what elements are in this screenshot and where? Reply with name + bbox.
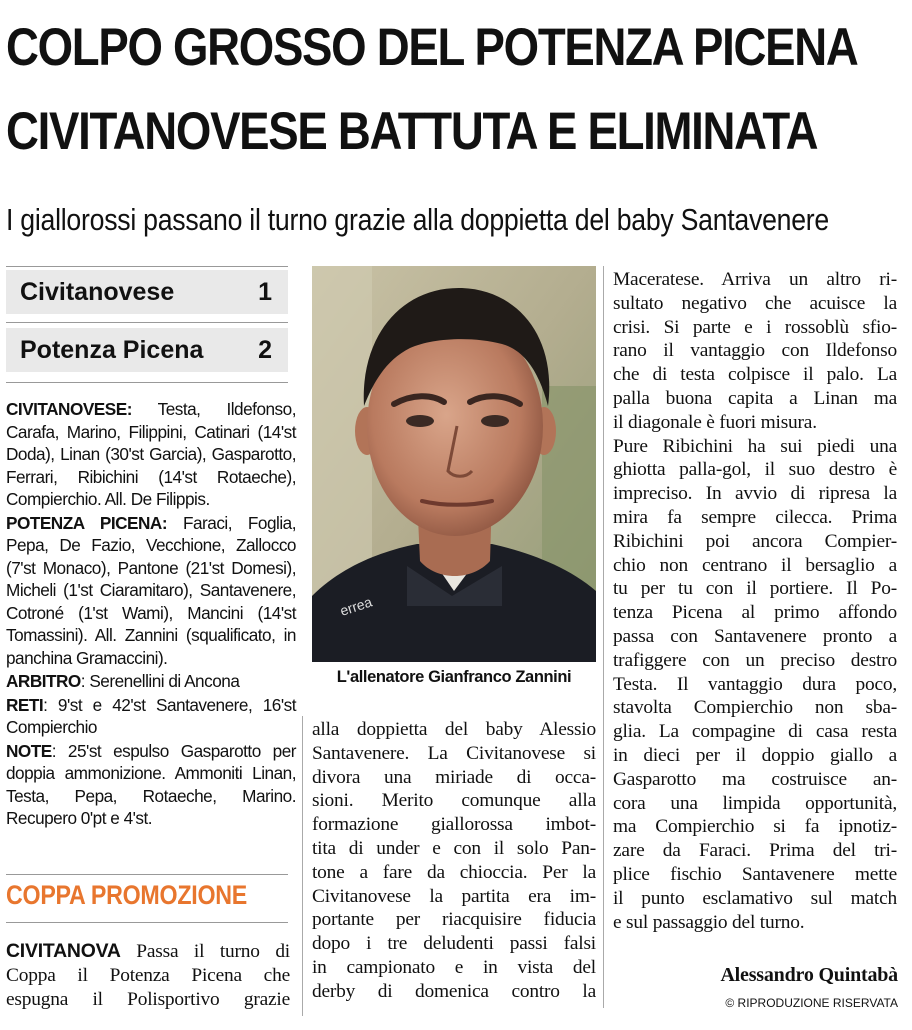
article-line: e sul passaggio del turno. (613, 911, 805, 933)
coach-portrait-icon (312, 266, 596, 662)
section-divider (6, 922, 288, 923)
away-team-name: Potenza Picena (20, 336, 204, 364)
article-line: Pure Ribichini ha sui piedi una (613, 435, 897, 457)
article-line: Ribichini poi ancora Compier- (613, 530, 897, 552)
score-divider (6, 322, 288, 323)
article-line: palla buona capita a Linan ma (613, 387, 897, 409)
article-line: alla doppietta del baby Alessio (312, 719, 596, 740)
article-line: zare da Faraci. Prima del tri- (613, 840, 897, 862)
article-column-2 (312, 718, 596, 1004)
article-line: sultato negativo che acuisce la (613, 292, 897, 314)
column-divider (603, 266, 604, 1008)
column-divider (302, 716, 303, 1016)
article-line: passa con Santavenere pronto a (613, 625, 897, 647)
article-line: chio non centrano il bersaglio a (613, 554, 897, 576)
article-line: portante per riacquisire fiducia (312, 909, 596, 931)
article-line: sioni. Merito comunque alla (312, 790, 596, 812)
article-line: impreciso. In avvio di ripresa la (613, 483, 897, 505)
article-line: stavolta Compierchio non sba- (613, 697, 897, 719)
score-row-home (6, 270, 288, 314)
score-row-away (6, 328, 288, 372)
article-line: divora una miriade di occa- (312, 766, 596, 788)
article-line: in dieci per il doppio giallo a (613, 744, 897, 766)
article-line: tita di under e con il solo Pan- (312, 837, 596, 859)
article-line: dopo i tre deludenti passi falsi (312, 933, 596, 955)
score-divider (6, 266, 288, 267)
article-line: mira fa sempre cilecca. Prima (613, 506, 897, 528)
article-line: Santavenere. La Civitanovese si (312, 742, 596, 764)
article-line: tone a fare da chioccia. Per la (312, 861, 596, 883)
article-line: formazione giallorossa imbot- (312, 814, 596, 836)
subheadline: I giallorossi passano il turno grazie alla doppietta del baby Santavenere (6, 202, 829, 237)
headline-line-1: COLPO GROSSO DEL POTENZA PICENA (6, 18, 858, 77)
svg-text:errea: errea (337, 593, 375, 619)
article-line: trafiggere con un preciso destro (613, 649, 897, 671)
article-line: CIVITANOVA Passa il turno di (6, 940, 290, 962)
score-divider (6, 382, 288, 383)
dateline: CIVITANOVA (6, 940, 121, 962)
away-team-goals: 2 (258, 336, 272, 364)
article-line: ma Compierchio si fa ipnotiz- (613, 816, 897, 838)
article-line: Gasparotto ma costruisce an- (613, 768, 897, 790)
article-line: Coppa il Potenza Picena che (6, 964, 290, 986)
notes: NOTE: 25'st espulso Gasparotto per doppia ammonizione. Ammoniti Linan, Testa, Pepa, Rotaeche, Marino. Recupero 0'pt e 4'st. (6, 740, 296, 828)
headline-line-2: CIVITANOVESE BATTUTA E ELIMINATA (6, 102, 818, 161)
article-line: crisi. Si parte e i rossoblù sfio- (613, 316, 897, 338)
author-byline: Alessandro Quintabà (720, 964, 898, 986)
article-line: tenza Picena al primo affondo (613, 602, 897, 624)
article-line: ghiotta palla-gol, il suo destro è (613, 459, 897, 481)
lineup-potenza: POTENZA PICENA: Faraci, Foglia, Pepa, De Fazio, Vecchione, Zallocco (7'st Monaco), Pantone (21'st Domesi), Micheli (1'st Ciaramitaro), Santavenere, Cotroné (1'st Wami), Mancini (14'st Tomassini). All. Zannini (squalificato, in panchina Gramaccini). (6, 512, 296, 668)
article-line: tu per tu con il portiere. Il Po- (613, 578, 897, 600)
article-line: glia. La compagine di casa resta (613, 721, 897, 743)
section-divider (6, 874, 288, 875)
coach-photo (312, 266, 596, 662)
home-team-goals: 1 (258, 278, 272, 306)
article-line: espugna il Polisportivo grazie (6, 988, 290, 1010)
article-line: Testa. Il vantaggio dura poco, (613, 673, 897, 695)
referee: ARBITRO: Serenellini di Ancona (6, 671, 240, 691)
article-line: cora una limpida opportunità, (613, 792, 897, 814)
article-line: plice fischio Santavenere mette (613, 863, 897, 885)
match-card (6, 398, 296, 831)
article-line: in campionato e in vista del (312, 956, 596, 978)
goals: RETI: 9'st e 42'st Santavenere, 16'st Compierchio (6, 694, 296, 737)
article-column-1 (6, 940, 290, 1011)
article-line: Maceratese. Arriva un altro ri- (613, 269, 897, 290)
lineup-civitanovese: CIVITANOVESE: Testa, Ildefonso, Carafa, Marino, Filippini, Catinari (14'st Doda), Linan (30'st Garcia), Gasparotto, Ferrari, Ribichini (14'st Rotaeche), Compierchio. All. De Filippis. (6, 399, 296, 509)
section-title: COPPA PROMOZIONE (6, 880, 247, 910)
article-line: rano il vantaggio con Ildefonso (613, 340, 897, 362)
article-column-3 (613, 268, 897, 934)
article-line: il punto esclamativo sul match (613, 887, 897, 909)
article-line: il diagonale è fuori misura. (613, 411, 817, 433)
article-line: Civitanovese la partita era im- (312, 885, 596, 907)
article-line: derby di domenica contro la (312, 980, 596, 1002)
home-team-name: Civitanovese (20, 278, 175, 306)
photo-caption: L'allenatore Gianfranco Zannini (336, 668, 572, 686)
article-line: che di testa colpisce il palo. La (613, 364, 897, 386)
copyright-notice: © RIPRODUZIONE RISERVATA (725, 996, 898, 1010)
